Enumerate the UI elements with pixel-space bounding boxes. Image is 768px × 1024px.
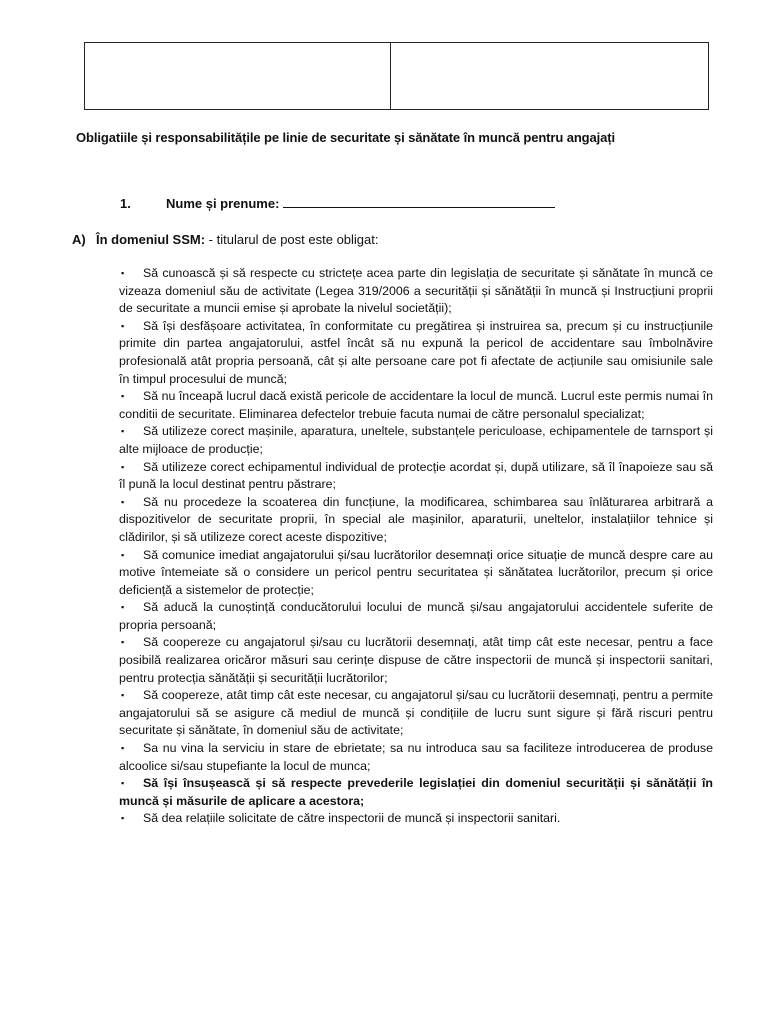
obligation-text: Să utilizeze corect mașinile, aparatura, uneltele, substanțele periculoase, echipamentele de tarnsport și alte mijloace de producție; xyxy=(119,424,713,456)
bullet-icon: ▪ xyxy=(121,813,125,824)
obligation-item xyxy=(119,388,713,423)
obligation-item xyxy=(119,318,713,388)
obligation-item xyxy=(119,494,713,547)
header-table xyxy=(84,42,709,110)
obligation-text: Să comunice imediat angajatorului și/sau lucrătorilor desemnați orice situație de muncă despre care au motive întemeiate să o considere un pericol pentru securitatea și sănătatea lucrătorilor, precum și orice deficiență a sistemelor de protecție; xyxy=(119,547,713,597)
name-field xyxy=(120,195,555,211)
obligation-item xyxy=(119,810,713,828)
section-a-title: În domeniul SSM: xyxy=(96,232,206,247)
obligation-item xyxy=(119,740,713,775)
bullet-icon: ▪ xyxy=(121,268,125,278)
section-a-letter: A) xyxy=(72,232,86,247)
obligation-item xyxy=(119,634,713,687)
obligation-item xyxy=(119,687,713,740)
obligation-text: Să dea relațiile solicitate de către inspectorii de muncă și inspectorii sanitari. xyxy=(143,811,561,826)
obligation-text: Să coopereze cu angajatorul și/sau cu lucrătorii desemnați, atât timp cât este necesar, pentru a face posibilă realizarea oricăror măsuri sau cerințe dispuse de către inspectorii de muncă și inspectorii sanitari, pentru protecția sănătății și securității lucrătorilor; xyxy=(119,635,713,685)
obligation-item xyxy=(119,775,713,810)
obligation-text: Să nu procedeze la scoaterea din funcțiune, la modificarea, schimbarea sau înlăturarea arbitrară a dispozitivelor de securitate proprii, în special ale mașinilor, aparaturii, uneltelor, instalațiilor tehnice și clădirilor, și să utilizeze corect aceste dispozitive; xyxy=(119,494,713,544)
bullet-icon: ▪ xyxy=(121,320,125,331)
header-cell-right xyxy=(391,43,708,109)
obligation-text: Să își însușească și să respecte prevederile legislației din domeniul securității și sănătății în muncă și măsurile de aplicare a acestora; xyxy=(119,776,713,808)
bullet-icon: ▪ xyxy=(121,602,125,613)
document-title: Obligatiile și responsabilitățile pe linie de securitate și sănătate în muncă pentru angajați xyxy=(76,130,616,145)
bullet-icon: ▪ xyxy=(121,637,125,648)
obligation-text: Să cunoască și să respecte cu strictețe acea parte din legislația de securitate și sănătate în muncă ce vizeaza domeniul său de activitate (Legea 319/2006 a securității și sănătății în muncă și Instrucțiuni proprii de securitate a muncii emise și aprobate la nivelul societății); xyxy=(119,266,713,316)
obligation-text: Să coopereze, atât timp cât este necesar, cu angajatorul și/sau cu lucrătorii desemnați, pentru a permite angajatorului să se asigure că mediul de muncă și condițiile de lucru sunt sigure și fără riscuri pentru securitate și sănătate, în domeniul său de activitate; xyxy=(119,688,713,738)
obligation-item xyxy=(119,265,713,318)
obligation-text: Sa nu vina la serviciu in stare de ebrietate; sa nu introduca sau sa faciliteze introducerea de produse alcoolice si/sau stupefiante la locul de munca; xyxy=(119,741,713,773)
header-cell-left xyxy=(85,43,391,109)
name-field-blank-line xyxy=(283,195,555,208)
obligation-item xyxy=(119,423,713,458)
bullet-icon: ▪ xyxy=(121,778,125,789)
obligation-item xyxy=(119,599,713,634)
bullet-icon: ▪ xyxy=(121,549,125,560)
name-field-number: 1. xyxy=(120,196,131,211)
obligations-list xyxy=(119,265,713,828)
obligation-item xyxy=(119,547,713,600)
section-a-suffix: - titularul de post este obligat: xyxy=(205,232,379,247)
name-field-label: Nume și prenume: xyxy=(166,196,280,211)
bullet-icon: ▪ xyxy=(121,496,125,507)
obligation-item xyxy=(119,459,713,494)
obligation-text: Să își desfășoare activitatea, în conformitate cu pregătirea și instruirea sa, precum și cu instrucțiunile primite din partea angajatorului, astfel încât să nu expună la pericol de accidentare sau îmbolnăvire profesională atât propria persoană, cât și alte persoane care pot fi afectate de acțiunile sau omisiunile sale în timpul procesului de muncă; xyxy=(119,318,713,386)
bullet-icon: ▪ xyxy=(121,391,125,402)
obligation-text: Să aducă la cunoștință conducătorului locului de muncă și/sau angajatorului accidentele suferite de propria persoană; xyxy=(119,600,713,632)
section-a-heading xyxy=(72,232,379,247)
obligation-text: Să nu înceapă lucrul dacă există pericole de accidentare la locul de muncă. Lucrul este permis numai în conditii de securitate. Eliminarea defectelor trebuie facuta numai de către personalul specializat; xyxy=(119,389,713,421)
bullet-icon: ▪ xyxy=(121,743,125,754)
bullet-icon: ▪ xyxy=(121,426,125,437)
obligation-text: Să utilizeze corect echipamentul individual de protecție acordat și, după utilizare, să îl înapoieze sau să îl pună la locul destinat pentru păstrare; xyxy=(119,459,713,492)
bullet-icon: ▪ xyxy=(121,461,125,472)
bullet-icon: ▪ xyxy=(121,690,125,701)
